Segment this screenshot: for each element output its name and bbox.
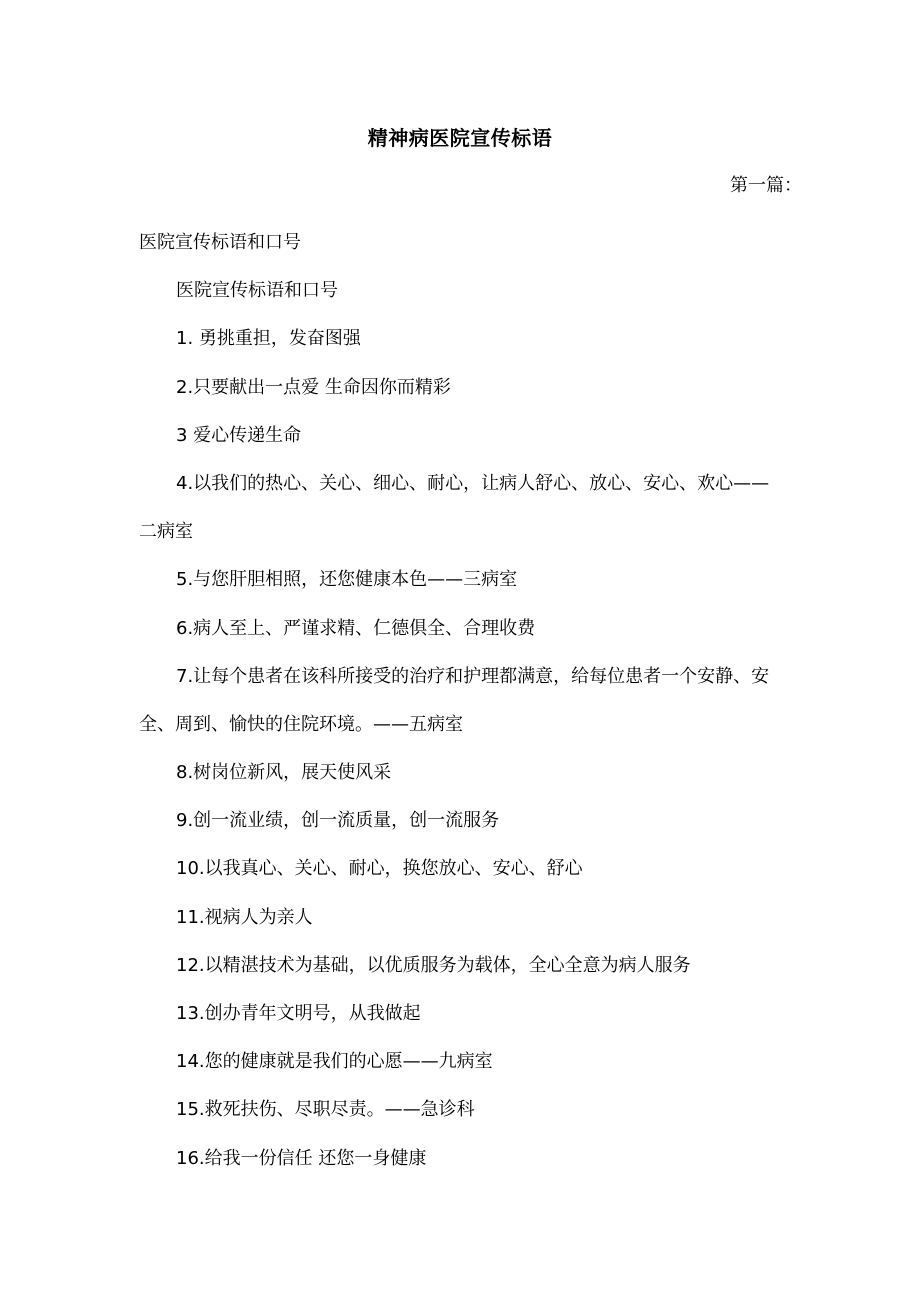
text-line: 二病室: [139, 521, 193, 543]
text-line: 4.以我们的热心、关心、细心、耐心，让病人舒心、放心、安心、欢心——: [176, 472, 770, 494]
text-line: 16.给我一份信任 还您一身健康: [176, 1147, 427, 1169]
text-line: 医院宣传标语和口号: [176, 280, 338, 302]
text-line: 医院宣传标语和口号: [139, 232, 301, 253]
text-line: 15.救死扶伤、尽职尽责。——急诊科: [176, 1099, 475, 1121]
text-line: 全、周到、愉快的住院环境。——五病室: [139, 713, 463, 735]
text-line: 3 爱心传递生命: [176, 424, 302, 446]
slogan-list: [139, 219, 799, 1183]
section-label: 第一篇：: [730, 175, 802, 196]
text-line: 7.让每个患者在该科所接受的治疗和护理都满意，给每位患者一个安静、安: [176, 665, 770, 687]
text-line: 1. 勇挑重担，发奋图强: [176, 328, 361, 350]
text-line: 2.只要献出一点爱 生命因你而精彩: [176, 376, 451, 398]
text-line: 12.以精湛技术为基础，以优质服务为载体，全心全意为病人服务: [176, 954, 691, 976]
text-line: 5.与您肝胆相照，还您健康本色——三病室: [176, 569, 518, 591]
text-line: 11.视病人为亲人: [176, 906, 313, 928]
text-line: 10.以我真心、关心、耐心，换您放心、安心、舒心: [176, 858, 583, 880]
text-line: 8.树岗位新风，展天使风采: [176, 762, 392, 784]
text-line: 13.创办青年文明号，从我做起: [176, 1003, 421, 1024]
text-line: 9.创一流业绩，创一流质量，创一流服务: [176, 810, 500, 832]
document-title: 精神病医院宣传标语: [367, 126, 553, 150]
text-line: 6.病人至上、严谨求精、仁德俱全、合理收费: [176, 617, 536, 639]
text-line: 14.您的健康就是我们的心愿——九病室: [176, 1051, 493, 1073]
